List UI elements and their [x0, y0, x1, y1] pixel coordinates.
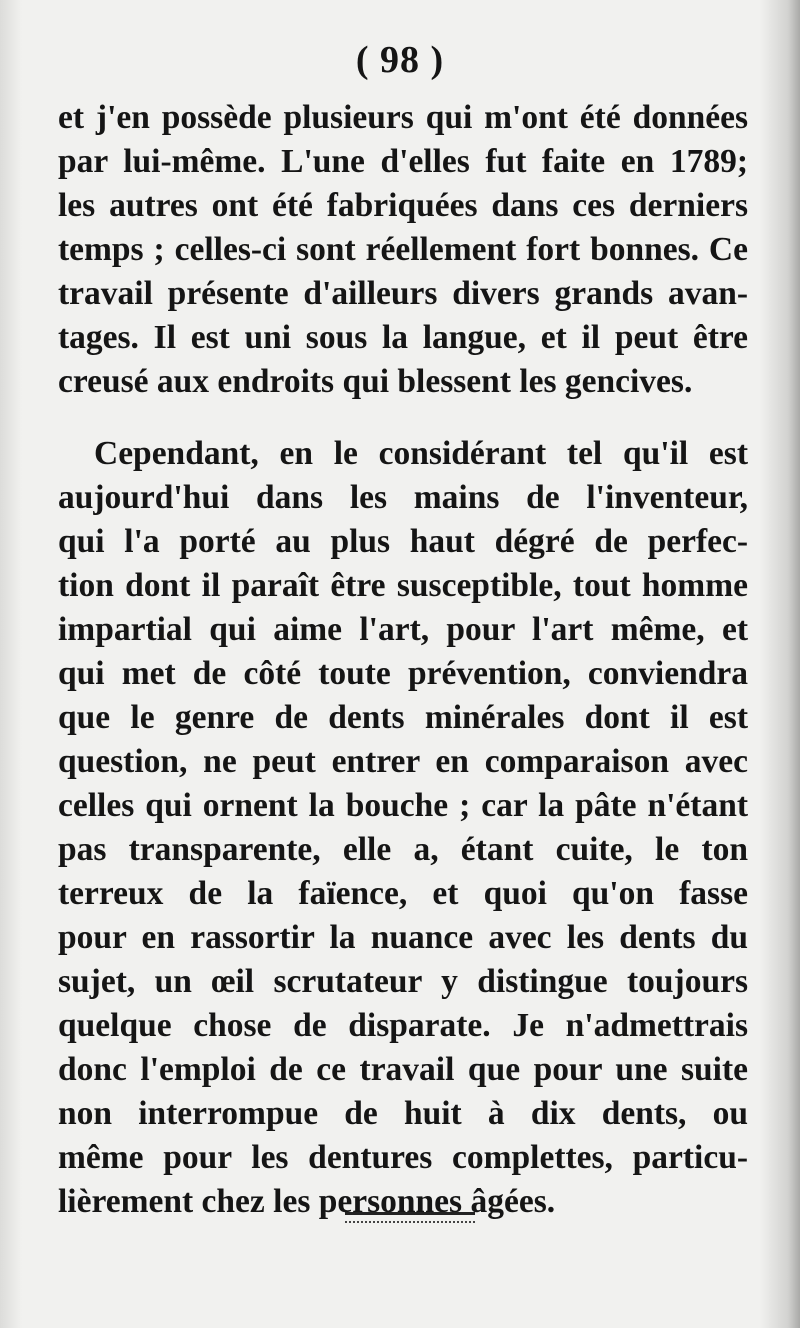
- text-line: aujourd'hui dans les mains de l'inventeur,: [58, 479, 748, 516]
- text-line: que le genre de dents minérales dont il est: [58, 699, 748, 736]
- text-line: les autres ont été fabriquées dans ces derniers: [58, 187, 748, 224]
- text-line: celles qui ornent la bouche ; car la pâte n'étant: [58, 787, 748, 824]
- text-line: creusé aux endroits qui blessent les gencives.: [58, 363, 693, 400]
- text-line: pas transparente, elle a, étant cuite, le ton: [58, 831, 748, 868]
- text-line: non interrompue de huit à dix dents, ou: [58, 1095, 748, 1132]
- text-line: sujet, un œil scrutateur y distingue toujours: [58, 963, 748, 1000]
- text-line: terreux de la faïence, et quoi qu'on fasse: [58, 875, 748, 912]
- text-line: même pour les dentures complettes, particu-: [58, 1139, 748, 1176]
- text-line: donc l'emploi de ce travail que pour une suite: [58, 1051, 748, 1088]
- text-line: par lui-même. L'une d'elles fut faite en 1789;: [58, 143, 748, 180]
- text-line: tages. Il est uni sous la langue, et il peut être: [58, 319, 748, 356]
- page-left-shadow: [0, 0, 22, 1328]
- text-line: quelque chose de disparate. Je n'admettrais: [58, 1007, 748, 1044]
- text-line: pour en rassortir la nuance avec les dents du: [58, 919, 748, 956]
- text-line: et j'en possède plusieurs qui m'ont été données: [58, 99, 748, 136]
- page-number: ( 98 ): [355, 39, 445, 81]
- body-text: [58, 96, 748, 1224]
- text-line: temps ; celles-ci sont réellement fort bonnes. Ce: [58, 231, 748, 268]
- text-line: Cependant, en le considérant tel qu'il est: [94, 435, 748, 472]
- paragraph: [58, 432, 748, 1224]
- paragraph-gap: [58, 404, 748, 432]
- page-right-shadow: [760, 0, 800, 1328]
- text-line: qui met de côté toute prévention, conviendra: [58, 655, 748, 692]
- text-line: question, ne peut entrer en comparaison avec: [58, 743, 748, 780]
- text-line: qui l'a porté au plus haut dégré de perfec-: [58, 523, 748, 560]
- paragraph: [58, 96, 748, 404]
- section-divider: [345, 1212, 475, 1223]
- text-line: lièrement chez les personnes âgées.: [58, 1183, 556, 1220]
- text-line: impartial qui aime l'art, pour l'art même, et: [58, 611, 748, 648]
- text-line: tion dont il paraît être susceptible, tout homme: [58, 567, 748, 604]
- text-line: travail présente d'ailleurs divers grands avan-: [58, 275, 748, 312]
